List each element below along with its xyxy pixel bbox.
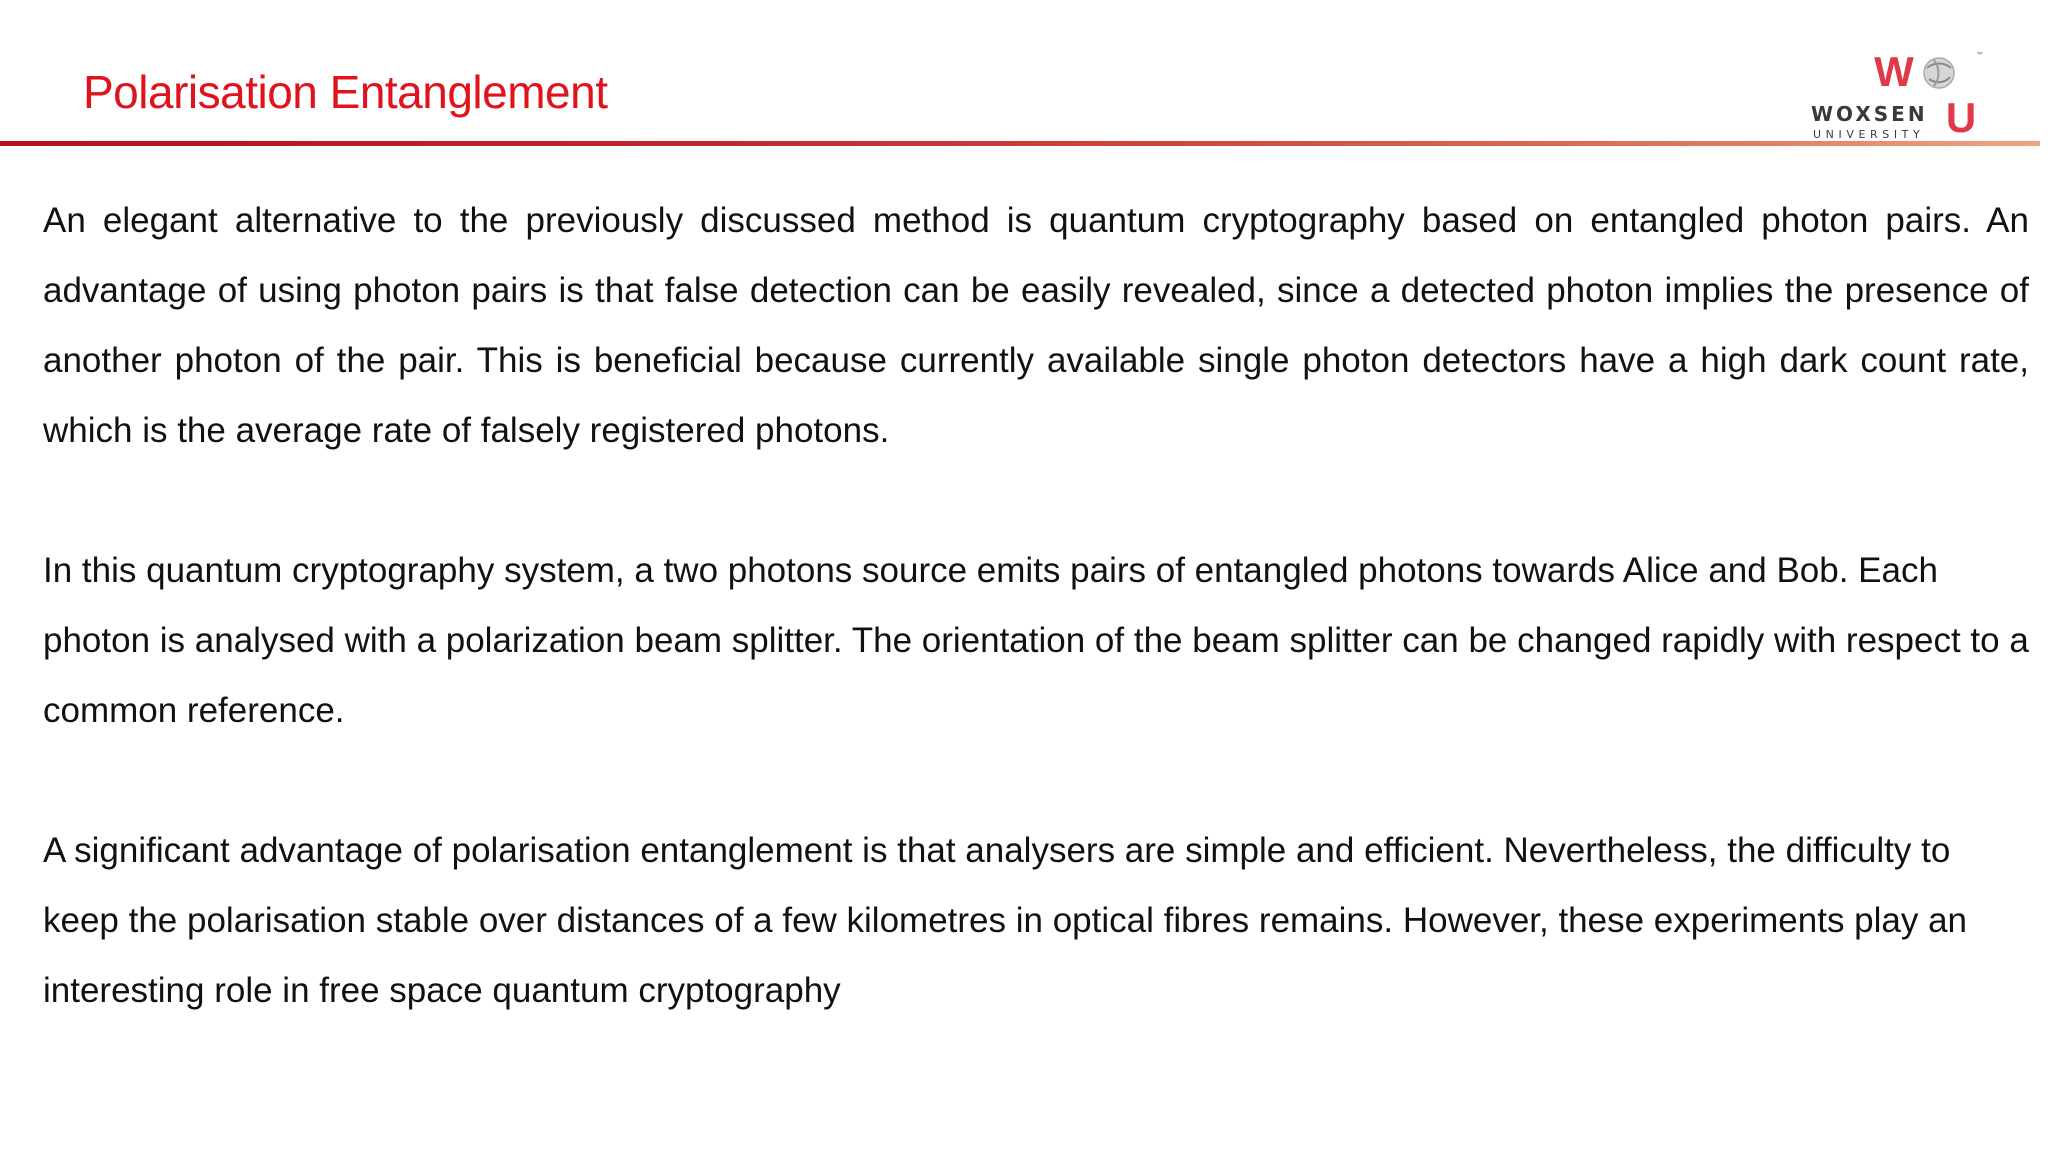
globe-icon xyxy=(1924,58,1954,88)
woxsen-university-logo xyxy=(1806,48,1996,144)
paragraph-3: A significant advantage of polarisation entanglement is that analysers are simple and efficient. Nevertheless, the difficulty to keep the polarisation stable over distances of a few kilometres in optical fibres remains. However, these experiments play an interesting role in free space quantum cryptography xyxy=(43,831,1968,1010)
logo-letter-u: U xyxy=(1945,94,1977,141)
paragraph-2: In this quantum cryptography system, a two photons source emits pairs of entangled photons towards Alice and Bob. Each photon is analysed with a polarization beam splitter. The orientation of the beam splitter can be changed rapidly with respect to a common reference. xyxy=(43,551,2029,730)
slide-body xyxy=(43,186,2029,1026)
title-divider xyxy=(0,141,2040,146)
logo-letter-w: W xyxy=(1874,48,1914,95)
logo-subtitle: UNIVERSITY xyxy=(1813,128,1925,141)
logo-name: WOXSEN xyxy=(1811,102,1928,126)
paragraph-1: An elegant alternative to the previously discussed method is quantum cryptography based on entangled photon pairs. An advantage of using photon pairs is that false detection can be easily revealed, since a detected photon implies the presence of another photon of the pair. This is beneficial because currently available single photon detectors have a high dark count rate, which is the average rate of falsely registered photons. xyxy=(43,201,2029,450)
slide-title: Polarisation Entanglement xyxy=(83,66,608,118)
logo-trademark: ™ xyxy=(1976,51,1984,60)
